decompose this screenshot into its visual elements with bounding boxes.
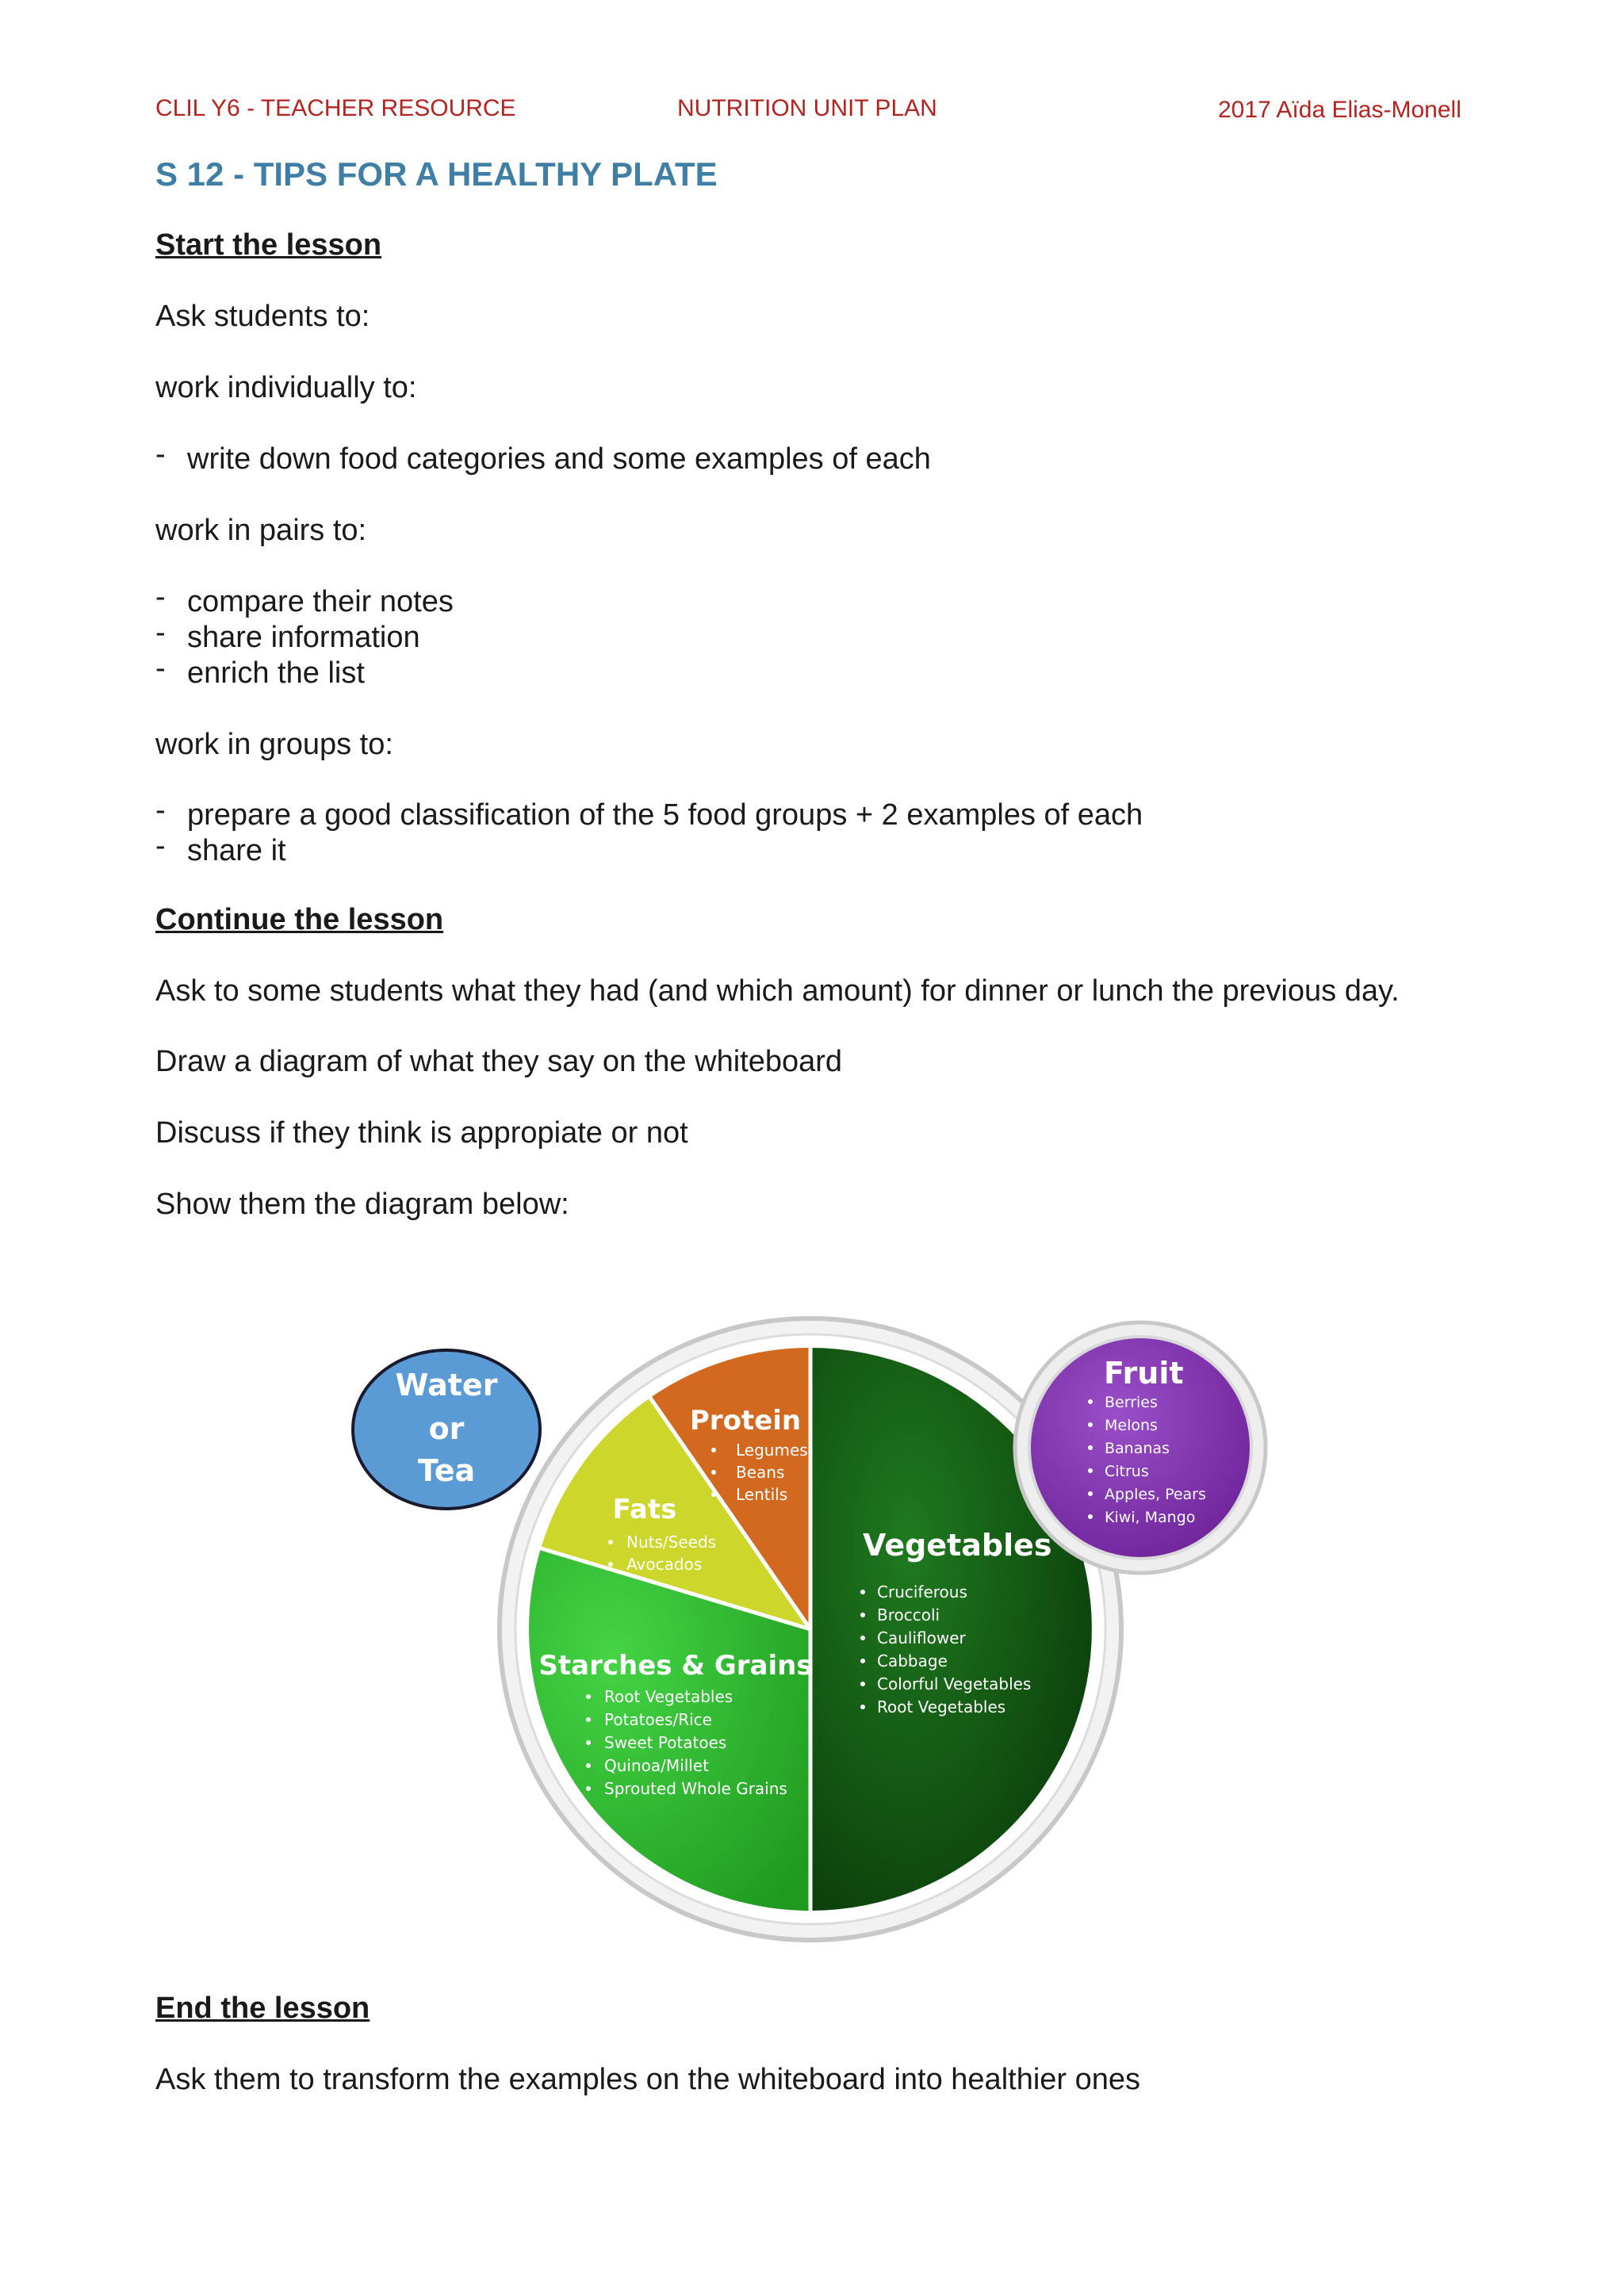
header-left: CLIL Y6 - TEACHER RESOURCE xyxy=(155,95,516,121)
bullet-dot xyxy=(1088,1399,1093,1404)
bullet-dot xyxy=(1088,1514,1093,1519)
healthy-plate-diagram xyxy=(317,1300,1300,1958)
bullet-dash: - xyxy=(155,616,166,649)
bullet-dot xyxy=(586,1740,591,1745)
vegetables-title: Vegetables xyxy=(863,1528,1052,1563)
bullet-dot xyxy=(860,1705,865,1709)
continue-paragraph: Discuss if they think is appropiate or not xyxy=(155,1116,688,1150)
water-label: Water xyxy=(395,1368,498,1402)
header-right: 2017 Aïda Elias-Monell xyxy=(1218,97,1461,123)
fruit-item: Citrus xyxy=(1105,1463,1149,1480)
vegetables-item: Cauliflower xyxy=(877,1628,966,1647)
bullet-dot xyxy=(586,1694,591,1699)
bullet-dot xyxy=(1088,1491,1093,1496)
fruit-item: Berries xyxy=(1105,1394,1158,1411)
groups-item: share it xyxy=(187,834,286,867)
bullet-dash: - xyxy=(155,438,166,471)
pairs-label: work in pairs to: xyxy=(155,514,367,547)
continue-heading: Continue the lesson xyxy=(155,903,444,936)
bullet-dot xyxy=(1088,1468,1093,1473)
fruit-title: Fruit xyxy=(1104,1356,1184,1391)
fruit-item: Bananas xyxy=(1105,1440,1170,1457)
starches-title: Starches & Grains xyxy=(538,1650,813,1682)
pairs-item: enrich the list xyxy=(187,656,365,690)
fruit-item: Apples, Pears xyxy=(1105,1486,1206,1503)
starches-item: Root Vegetables xyxy=(604,1687,733,1706)
bullet-dot xyxy=(608,1540,613,1544)
bullet-dash: - xyxy=(155,829,166,863)
individually-item: write down food categories and some examples of each xyxy=(187,442,931,476)
continue-paragraph: Ask to some students what they had (and which amount) for dinner or lunch the previous day. xyxy=(155,974,1400,1008)
vegetables-item: Cabbage xyxy=(877,1651,948,1670)
end-text: Ask them to transform the examples on the whiteboard into healthier ones xyxy=(155,2063,1141,2096)
fruit-item: Melons xyxy=(1105,1417,1158,1434)
bullet-dot xyxy=(711,1470,716,1475)
bullet-dash: - xyxy=(155,652,166,685)
end-heading: End the lesson xyxy=(155,1992,370,2025)
fats-title: Fats xyxy=(612,1494,677,1525)
bullet-dot xyxy=(586,1717,591,1722)
continue-paragraph: Show them the diagram below: xyxy=(155,1188,569,1221)
starches-item: Quinoa/Millet xyxy=(604,1756,709,1775)
start-intro: Ask students to: xyxy=(155,300,370,333)
protein-item: Lentils xyxy=(736,1485,788,1504)
pairs-item: compare their notes xyxy=(187,585,454,618)
protein-title: Protein xyxy=(689,1405,802,1437)
vegetables-item: Cruciferous xyxy=(877,1582,967,1601)
bullet-dot xyxy=(860,1659,865,1663)
start-heading: Start the lesson xyxy=(155,228,382,262)
bullet-dot xyxy=(586,1763,591,1768)
vegetables-item: Colorful Vegetables xyxy=(877,1674,1032,1693)
bullet-dot xyxy=(860,1613,865,1617)
individually-label: work individually to: xyxy=(155,371,417,404)
continue-paragraph: Draw a diagram of what they say on the whiteboard xyxy=(155,1045,843,1078)
bullet-dot xyxy=(1088,1422,1093,1427)
bullet-dot xyxy=(1088,1445,1093,1450)
bullet-dot xyxy=(860,1590,865,1594)
header-center: NUTRITION UNIT PLAN xyxy=(677,95,937,121)
bullet-dot xyxy=(860,1682,865,1686)
water-label: Tea xyxy=(417,1453,476,1488)
bullet-dot xyxy=(608,1562,613,1567)
fruit-item: Kiwi, Mango xyxy=(1105,1509,1196,1526)
page-title: S 12 - TIPS FOR A HEALTHY PLATE xyxy=(155,155,718,193)
bullet-dash: - xyxy=(155,794,166,827)
vegetables-item: Root Vegetables xyxy=(877,1697,1006,1716)
starches-item: Potatoes/Rice xyxy=(604,1710,712,1729)
protein-item: Legumes xyxy=(736,1441,808,1460)
bullet-dash: - xyxy=(155,580,166,614)
bullet-dot xyxy=(860,1636,865,1640)
fats-item: Nuts/Seeds xyxy=(626,1533,717,1552)
pairs-item: share information xyxy=(187,621,420,654)
groups-item: prepare a good classification of the 5 food groups + 2 examples of each xyxy=(187,798,1143,832)
vegetables-item: Broccoli xyxy=(877,1605,940,1624)
groups-label: work in groups to: xyxy=(155,728,393,761)
protein-item: Beans xyxy=(736,1463,785,1482)
fats-item: Avocados xyxy=(626,1555,703,1574)
starches-item: Sweet Potatoes xyxy=(604,1733,727,1752)
bullet-dot xyxy=(711,1492,716,1497)
bullet-dot xyxy=(711,1448,716,1452)
water-label: or xyxy=(428,1411,465,1446)
bullet-dot xyxy=(586,1786,591,1791)
starches-item: Sprouted Whole Grains xyxy=(604,1779,787,1798)
